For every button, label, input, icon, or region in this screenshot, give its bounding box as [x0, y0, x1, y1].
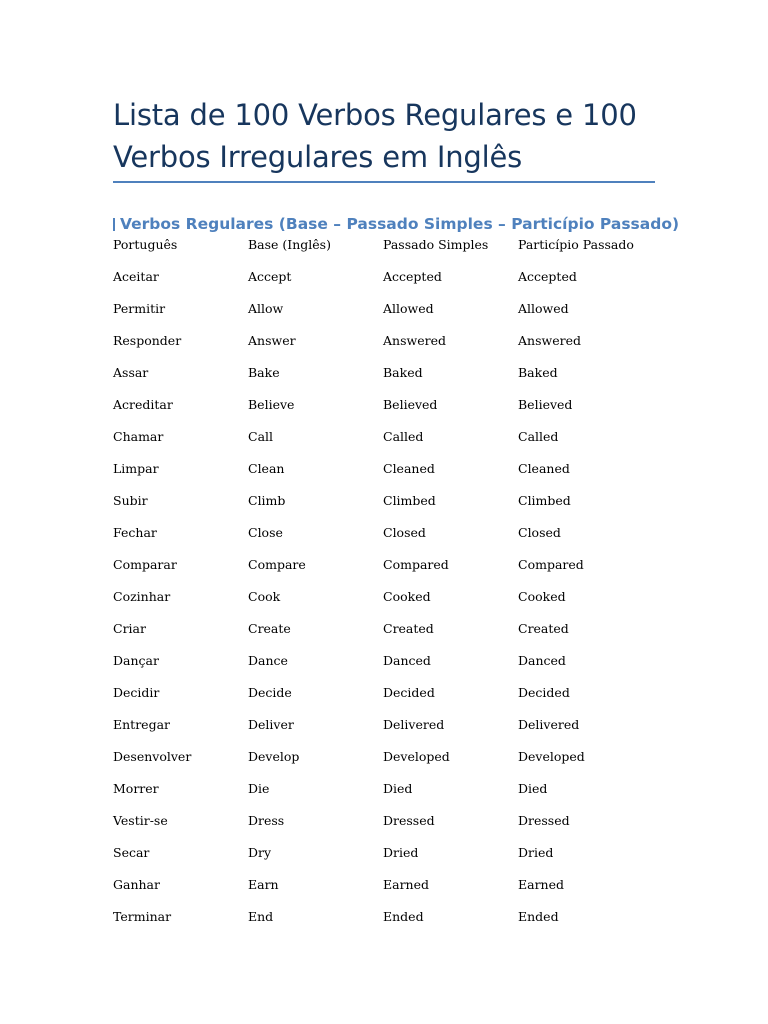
cell-participio: Called — [518, 429, 559, 444]
table-row — [113, 620, 655, 652]
cell-passado-simples: Ended — [383, 909, 424, 924]
cell-portugues: Limpar — [113, 461, 159, 476]
table-row — [113, 524, 655, 556]
cell-portugues: Aceitar — [113, 269, 159, 284]
cell-portugues: Assar — [113, 365, 149, 380]
cell-portugues: Decidir — [113, 685, 160, 700]
table-row — [113, 652, 655, 684]
table-row — [113, 268, 655, 300]
cell-passado-simples: Cooked — [383, 589, 431, 604]
cell-passado-simples: Believed — [383, 397, 438, 412]
document-title — [113, 94, 655, 178]
cell-participio: Dressed — [518, 813, 570, 828]
cell-base: Believe — [248, 397, 295, 412]
cell-base: Close — [248, 525, 283, 540]
table-header-row — [113, 236, 655, 268]
cell-participio: Answered — [518, 333, 581, 348]
header-participio-passado: Particípio Passado — [518, 237, 634, 252]
cell-base: Accept — [248, 269, 292, 284]
cell-participio: Earned — [518, 877, 565, 892]
cell-portugues: Terminar — [113, 909, 172, 924]
cell-passado-simples: Baked — [383, 365, 423, 380]
cell-participio: Closed — [518, 525, 561, 540]
header-passado-simples: Passado Simples — [383, 237, 489, 252]
table-row — [113, 684, 655, 716]
cell-participio: Decided — [518, 685, 570, 700]
title-line-2: Verbos Irregulares em Inglês — [113, 140, 523, 174]
cell-portugues: Secar — [113, 845, 150, 860]
table-row — [113, 844, 655, 876]
cell-portugues: Acreditar — [113, 397, 173, 412]
table-row — [113, 300, 655, 332]
table-row — [113, 364, 655, 396]
table-row — [113, 588, 655, 620]
cell-portugues: Responder — [113, 333, 182, 348]
table-row — [113, 492, 655, 524]
cell-portugues: Comparar — [113, 557, 177, 572]
cell-passado-simples: Allowed — [383, 301, 434, 316]
cell-participio: Died — [518, 781, 548, 796]
header-portugues: Português — [113, 237, 178, 252]
cell-base: Bake — [248, 365, 280, 380]
cell-base: Earn — [248, 877, 279, 892]
cell-passado-simples: Climbed — [383, 493, 436, 508]
cell-portugues: Vestir-se — [113, 813, 168, 828]
cell-passado-simples: Closed — [383, 525, 426, 540]
cell-base: Create — [248, 621, 291, 636]
cell-base: End — [248, 909, 274, 924]
verbs-table — [113, 236, 655, 940]
cell-participio: Dried — [518, 845, 554, 860]
table-row — [113, 716, 655, 748]
cell-passado-simples: Created — [383, 621, 434, 636]
cell-portugues: Dançar — [113, 653, 159, 668]
table-row — [113, 876, 655, 908]
cell-base: Cook — [248, 589, 281, 604]
cell-base: Develop — [248, 749, 300, 764]
cell-participio: Ended — [518, 909, 559, 924]
cell-portugues: Morrer — [113, 781, 159, 796]
cell-base: Compare — [248, 557, 306, 572]
section-heading — [113, 213, 680, 235]
cell-base: Clean — [248, 461, 285, 476]
table-body — [113, 268, 655, 940]
title-underline — [113, 181, 655, 183]
cell-portugues: Chamar — [113, 429, 164, 444]
cell-passado-simples: Danced — [383, 653, 431, 668]
cell-passado-simples: Answered — [383, 333, 446, 348]
cell-participio: Climbed — [518, 493, 571, 508]
cell-portugues: Desenvolver — [113, 749, 192, 764]
cell-base: Die — [248, 781, 270, 796]
table-row — [113, 780, 655, 812]
cell-base: Allow — [248, 301, 284, 316]
cell-passado-simples: Dried — [383, 845, 419, 860]
cell-participio: Believed — [518, 397, 573, 412]
header-base-ingles: Base (Inglês) — [248, 237, 331, 252]
document-page — [113, 94, 680, 940]
table-row — [113, 556, 655, 588]
cell-participio: Compared — [518, 557, 584, 572]
cell-passado-simples: Called — [383, 429, 424, 444]
missing-glyph-icon — [113, 218, 115, 231]
cell-passado-simples: Decided — [383, 685, 435, 700]
cell-base: Dance — [248, 653, 288, 668]
cell-base: Dress — [248, 813, 285, 828]
table-row — [113, 908, 655, 940]
cell-passado-simples: Earned — [383, 877, 430, 892]
cell-passado-simples: Cleaned — [383, 461, 435, 476]
cell-portugues: Cozinhar — [113, 589, 171, 604]
cell-base: Call — [248, 429, 274, 444]
cell-participio: Danced — [518, 653, 566, 668]
cell-participio: Cleaned — [518, 461, 570, 476]
cell-participio: Delivered — [518, 717, 580, 732]
cell-passado-simples: Delivered — [383, 717, 445, 732]
cell-participio: Baked — [518, 365, 558, 380]
cell-base: Answer — [248, 333, 296, 348]
cell-participio: Created — [518, 621, 569, 636]
cell-passado-simples: Developed — [383, 749, 450, 764]
cell-passado-simples: Accepted — [383, 269, 442, 284]
table-row — [113, 428, 655, 460]
table-row — [113, 748, 655, 780]
cell-base: Climb — [248, 493, 286, 508]
cell-passado-simples: Compared — [383, 557, 449, 572]
cell-portugues: Entregar — [113, 717, 171, 732]
cell-portugues: Subir — [113, 493, 148, 508]
table-row — [113, 396, 655, 428]
title-line-1: Lista de 100 Verbos Regulares e 100 — [113, 98, 637, 132]
table-row — [113, 460, 655, 492]
table-row — [113, 812, 655, 844]
cell-participio: Allowed — [518, 301, 569, 316]
table-row — [113, 332, 655, 364]
cell-portugues: Fechar — [113, 525, 157, 540]
cell-portugues: Ganhar — [113, 877, 160, 892]
cell-base: Decide — [248, 685, 292, 700]
cell-participio: Accepted — [518, 269, 577, 284]
cell-participio: Cooked — [518, 589, 566, 604]
cell-portugues: Permitir — [113, 301, 166, 316]
cell-participio: Developed — [518, 749, 585, 764]
cell-passado-simples: Died — [383, 781, 413, 796]
cell-passado-simples: Dressed — [383, 813, 435, 828]
cell-base: Deliver — [248, 717, 294, 732]
cell-base: Dry — [248, 845, 272, 860]
cell-portugues: Criar — [113, 621, 146, 636]
section-heading-text: Verbos Regulares (Base – Passado Simples – Particípio Passado) — [120, 215, 680, 233]
